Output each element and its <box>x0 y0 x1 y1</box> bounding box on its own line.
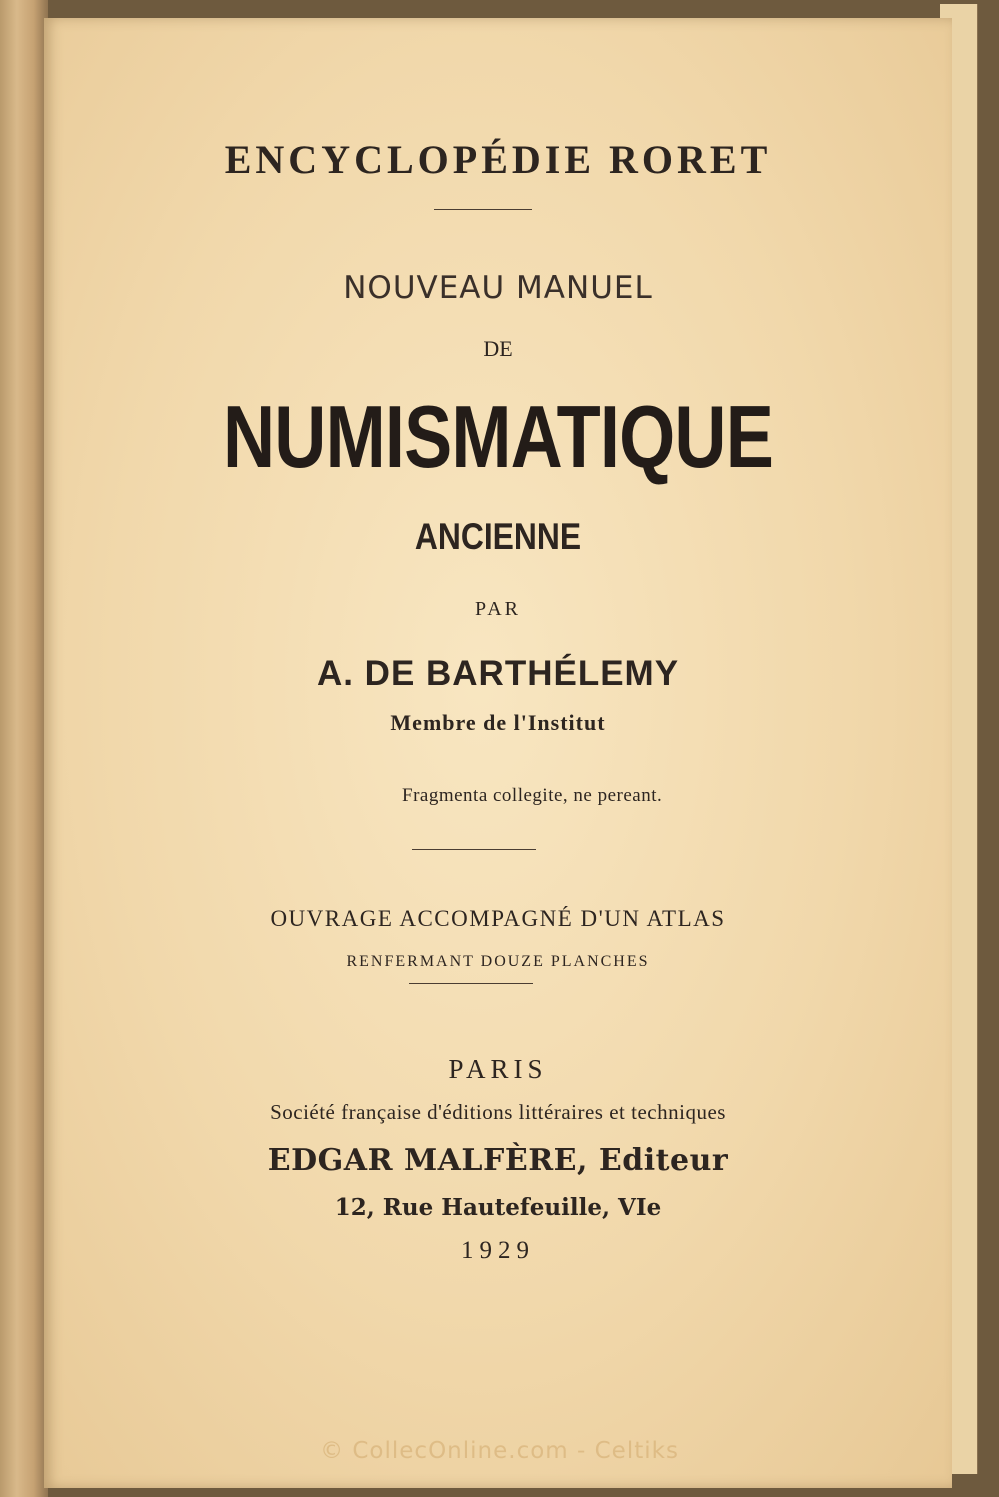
by-label: PAR <box>474 598 522 620</box>
publisher-name: EDGAR MALFÈRE, Editeur <box>267 1143 729 1178</box>
title-qualifier: ANCIENNE <box>414 516 582 557</box>
atlas-note-detail: RENFERMANT DOUZE PLANCHES <box>346 953 650 970</box>
epigraph: Fragmenta collegite, ne pereant. <box>402 785 663 806</box>
divider <box>434 209 532 210</box>
society-name: Société française d'éditions littéraires et techniques <box>270 1100 726 1124</box>
page-edge <box>963 4 978 1474</box>
publisher-address: 12, Rue Hautefeuille, VIe <box>334 1194 662 1221</box>
author-title: Membre de l'Institut <box>390 710 606 735</box>
subtitle: NOUVEAU MANUEL <box>343 270 653 306</box>
series-title: ENCYCLOPÉDIE RORET <box>224 137 772 182</box>
author-name: A. DE BARTHÉLEMY <box>316 654 680 693</box>
divider <box>409 983 533 984</box>
divider <box>412 849 536 850</box>
publication-year: 1929 <box>461 1237 535 1264</box>
main-title: NUMISMATIQUE <box>222 387 774 486</box>
atlas-note: OUVRAGE ACCOMPAGNÉ D'UN ATLAS <box>270 906 726 931</box>
title-page <box>44 18 952 1488</box>
preposition: DE <box>483 336 513 361</box>
publication-city: PARIS <box>448 1054 548 1084</box>
watermark: © CollecOnline.com - Celtiks <box>320 1438 679 1464</box>
book-spine <box>0 0 48 1497</box>
